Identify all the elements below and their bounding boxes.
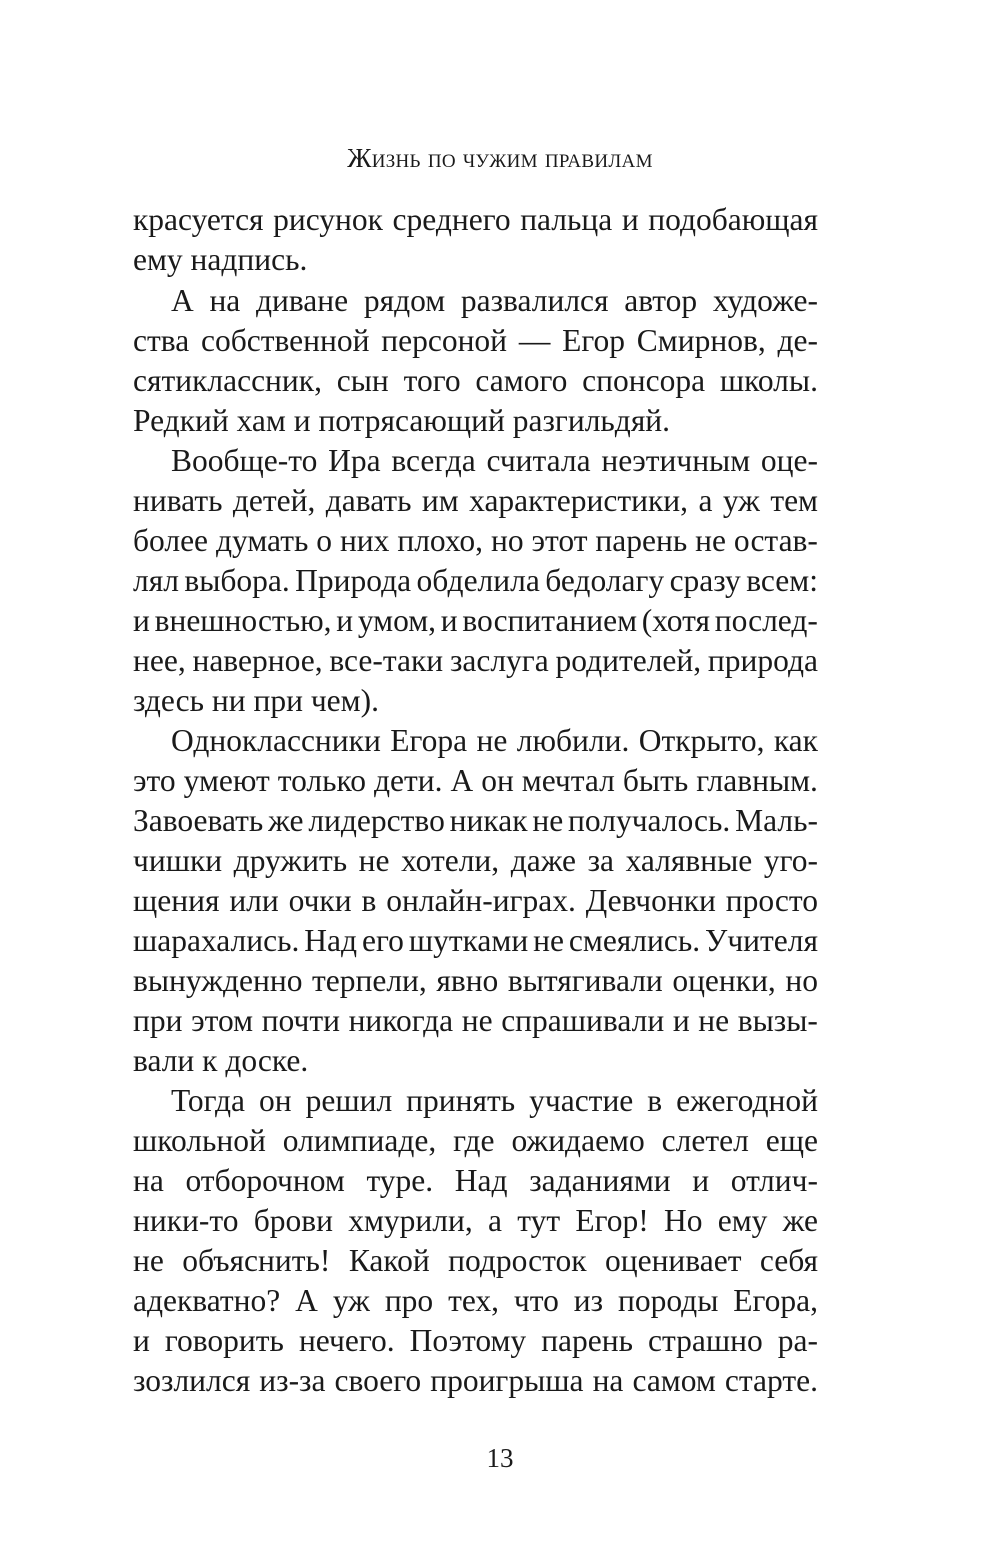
word: тут: [517, 1203, 561, 1238]
word: диване: [255, 283, 349, 318]
word: парень: [595, 523, 688, 558]
word: лидерство: [308, 803, 445, 838]
word: туре.: [366, 1163, 434, 1198]
text-line: [133, 801, 818, 841]
word: уж: [722, 483, 760, 518]
word: что: [513, 1283, 559, 1318]
word: как: [773, 723, 818, 758]
word: нее,: [133, 643, 186, 678]
word: ства: [133, 323, 190, 358]
word: в: [361, 883, 377, 918]
word: говорить: [164, 1323, 284, 1358]
word: но: [490, 523, 524, 558]
word: мечтал: [521, 763, 615, 798]
word: из-за: [259, 1363, 326, 1398]
word: ежегодной: [676, 1083, 818, 1118]
word: шутками: [408, 923, 529, 958]
word: А: [295, 1283, 318, 1318]
word: адекватно?: [133, 1283, 281, 1318]
word: объяснить!: [182, 1243, 331, 1278]
text-line: [133, 361, 818, 401]
word: и: [672, 1003, 690, 1038]
word: ра-: [777, 1323, 818, 1358]
word: Девчонки: [585, 883, 716, 918]
word: быть: [622, 763, 689, 798]
word: развалился: [460, 283, 609, 318]
word: (хотя: [641, 603, 710, 638]
word: же: [782, 1203, 818, 1238]
word: дети.: [373, 763, 443, 798]
word: сын: [336, 363, 389, 398]
word: заслуга: [449, 643, 549, 678]
word: Смирнов,: [636, 323, 766, 358]
word: Поэтому: [409, 1323, 527, 1358]
word: на: [209, 283, 241, 318]
word: подобающая: [648, 202, 818, 237]
word: спонсора: [582, 363, 706, 398]
word: остав-: [733, 523, 818, 558]
word: них: [339, 523, 390, 558]
word: но: [785, 963, 818, 998]
running-head: Жизнь по чужим правилам: [347, 143, 653, 173]
text-line: [133, 1001, 818, 1041]
word: этот: [531, 523, 588, 558]
word: заданиями: [529, 1163, 671, 1198]
word: нечего.: [298, 1323, 395, 1358]
text-line: [133, 321, 818, 361]
word: же: [268, 803, 304, 838]
word: очки: [288, 883, 352, 918]
word: оценки,: [672, 963, 776, 998]
text-line: [133, 721, 818, 761]
text-line: [133, 881, 818, 921]
word: Тогда: [171, 1083, 245, 1118]
word: рисунок: [273, 202, 383, 237]
word: спрашивали: [501, 1003, 665, 1038]
word: не: [533, 923, 564, 958]
word: среднего: [392, 202, 511, 237]
word: он: [258, 1083, 292, 1118]
text-line: [133, 921, 818, 961]
word: всем:: [746, 563, 818, 598]
word: никогда: [348, 1003, 454, 1038]
word: страшно: [648, 1323, 763, 1358]
word: самом: [632, 1363, 716, 1398]
word: Егора: [390, 723, 468, 758]
word: явно: [436, 963, 499, 998]
word: умом,: [357, 603, 437, 638]
word: воспитанием: [462, 603, 638, 638]
word: оце-: [760, 443, 818, 478]
word: Ира: [328, 443, 381, 478]
word: Над: [304, 923, 358, 958]
word: участие: [529, 1083, 634, 1118]
text-line: [133, 1161, 818, 1201]
text-line: [133, 281, 818, 321]
word: Маль-: [735, 803, 818, 838]
text-line: [133, 1121, 818, 1161]
word: плохо,: [397, 523, 484, 558]
word: неэтичным: [601, 443, 751, 478]
word: про: [384, 1283, 434, 1318]
word: на: [133, 1163, 164, 1198]
text-line: [133, 761, 818, 801]
word: внешностью,: [154, 603, 332, 638]
text-line: [133, 601, 818, 641]
text-line: [133, 641, 818, 681]
text-line: [133, 1361, 818, 1401]
word: а: [487, 1203, 502, 1238]
word: того: [403, 363, 461, 398]
word: просто: [725, 883, 818, 918]
word: не: [133, 1243, 164, 1278]
text-line: [133, 1241, 818, 1281]
word: де-: [777, 323, 818, 358]
word: Егор!: [575, 1203, 649, 1238]
word: не: [476, 723, 508, 758]
word: Егора,: [733, 1283, 818, 1318]
word: отлич-: [730, 1163, 818, 1198]
word: даже: [510, 843, 577, 878]
word: зозлился: [133, 1363, 251, 1398]
word: Егор: [562, 323, 625, 358]
word: ему: [717, 1203, 768, 1238]
word: подросток: [448, 1243, 587, 1278]
word: халявные: [625, 843, 753, 878]
word: лял: [133, 563, 179, 598]
word: собственной: [200, 323, 370, 358]
word: обделила: [416, 563, 540, 598]
word: природа: [707, 643, 818, 678]
word: Вообще-то: [171, 443, 318, 478]
word: это: [133, 763, 176, 798]
word: проигрыша: [430, 1363, 584, 1398]
word: тем: [770, 483, 818, 518]
word: не: [695, 523, 726, 558]
word: давать: [325, 483, 412, 518]
word: при: [133, 1003, 183, 1038]
word: оценивает: [604, 1243, 742, 1278]
word: и: [336, 603, 354, 638]
word: не: [461, 1003, 493, 1038]
word: и: [133, 603, 150, 638]
word: Но: [663, 1203, 703, 1238]
word: почти: [261, 1003, 340, 1038]
word: старте.: [724, 1363, 818, 1398]
word: себя: [759, 1243, 818, 1278]
text-line: [133, 561, 818, 601]
word: а: [698, 483, 713, 518]
word: и: [692, 1163, 710, 1198]
word: тех,: [448, 1283, 500, 1318]
word: красуется: [133, 202, 264, 237]
word: вынужденно: [133, 963, 303, 998]
word: персоной: [381, 323, 508, 358]
word: нивать: [133, 483, 223, 518]
word: слетел: [661, 1123, 749, 1158]
word: А: [171, 283, 194, 318]
text-line: ему надпись.: [133, 242, 308, 277]
word: чишки: [133, 843, 223, 878]
word: считала: [486, 443, 591, 478]
text-line: [133, 1281, 818, 1321]
word: дружить: [233, 843, 348, 878]
word: главным.: [696, 763, 818, 798]
word: вытягивали: [507, 963, 663, 998]
word: самого: [475, 363, 568, 398]
word: породы: [617, 1283, 719, 1318]
text-line: Редкий хам и потрясающий разгильдяй.: [133, 403, 671, 438]
text-line: [133, 441, 818, 481]
word: получалось.: [568, 803, 731, 838]
word: Какой: [348, 1243, 430, 1278]
word: или: [229, 883, 279, 918]
word: всегда: [391, 443, 476, 478]
word: на: [592, 1363, 624, 1398]
word: его: [362, 923, 404, 958]
word: онлайн-играх.: [386, 883, 576, 918]
word: парень: [541, 1323, 633, 1358]
word: принять: [406, 1083, 516, 1118]
word: и: [440, 603, 458, 638]
word: школы.: [719, 363, 818, 398]
word: он: [481, 763, 514, 798]
text-line: здесь ни при чем).: [133, 683, 379, 718]
text-line: [133, 1321, 818, 1361]
page-number: 13: [486, 1443, 514, 1473]
word: своего: [334, 1363, 422, 1398]
word: любили.: [516, 723, 630, 758]
word: Открыто,: [638, 723, 765, 758]
word: этом: [191, 1003, 254, 1038]
word: только: [277, 763, 366, 798]
word: более: [133, 523, 209, 558]
word: пальца: [520, 202, 613, 237]
word: Учителя: [705, 923, 818, 958]
word: где: [453, 1123, 495, 1158]
word: шарахались.: [133, 923, 300, 958]
word: щения: [133, 883, 220, 918]
word: и: [621, 202, 639, 237]
word: не: [532, 803, 564, 838]
word: все-таки: [329, 643, 444, 678]
word: решил: [305, 1083, 393, 1118]
word: Завоевать: [133, 803, 264, 838]
word: смеялись.: [568, 923, 701, 958]
word: А: [450, 763, 474, 798]
word: терпели,: [312, 963, 427, 998]
word: уго-: [763, 843, 818, 878]
text-line: вали к доске.: [133, 1043, 309, 1078]
text-line: [133, 1081, 818, 1121]
word: сятиклассник,: [133, 363, 322, 398]
word: из: [573, 1283, 604, 1318]
word: в: [647, 1083, 663, 1118]
word: наверное,: [192, 643, 323, 678]
text-line: [133, 481, 818, 521]
word: хмурили,: [348, 1203, 473, 1238]
word: брови: [253, 1203, 333, 1238]
word: и: [133, 1323, 150, 1358]
word: за: [587, 843, 615, 878]
word: хотели,: [401, 843, 500, 878]
text-line: [133, 200, 818, 240]
word: Одноклассники: [171, 723, 381, 758]
text-line: [133, 841, 818, 881]
word: художе-: [712, 283, 818, 318]
word: ожидаемо: [511, 1123, 645, 1158]
text-line: [133, 521, 818, 561]
word: уж: [332, 1283, 370, 1318]
word: родителей,: [555, 643, 702, 678]
word: ники-то: [133, 1203, 239, 1238]
word: выбора.: [184, 563, 290, 598]
word: —: [518, 323, 551, 358]
word: Над: [454, 1163, 508, 1198]
word: не: [358, 843, 390, 878]
word: Природа: [295, 563, 412, 598]
word: сразу: [669, 563, 741, 598]
word: думать: [215, 523, 309, 558]
word: школьной: [133, 1123, 266, 1158]
word: о: [316, 523, 333, 558]
word: детей,: [232, 483, 316, 518]
word: рядом: [363, 283, 446, 318]
word: не: [698, 1003, 730, 1038]
word: послед-: [714, 603, 818, 638]
word: олимпиаде,: [282, 1123, 437, 1158]
word: отборочном: [185, 1163, 345, 1198]
word: еще: [765, 1123, 818, 1158]
text-line: [133, 1201, 818, 1241]
word: умеют: [183, 763, 270, 798]
word: характеристики,: [469, 483, 689, 518]
word: им: [421, 483, 459, 518]
word: никак: [449, 803, 528, 838]
word: вызы-: [737, 1003, 818, 1038]
word: бедолагу: [545, 563, 665, 598]
word: автор: [624, 283, 698, 318]
text-line: [133, 961, 818, 1001]
